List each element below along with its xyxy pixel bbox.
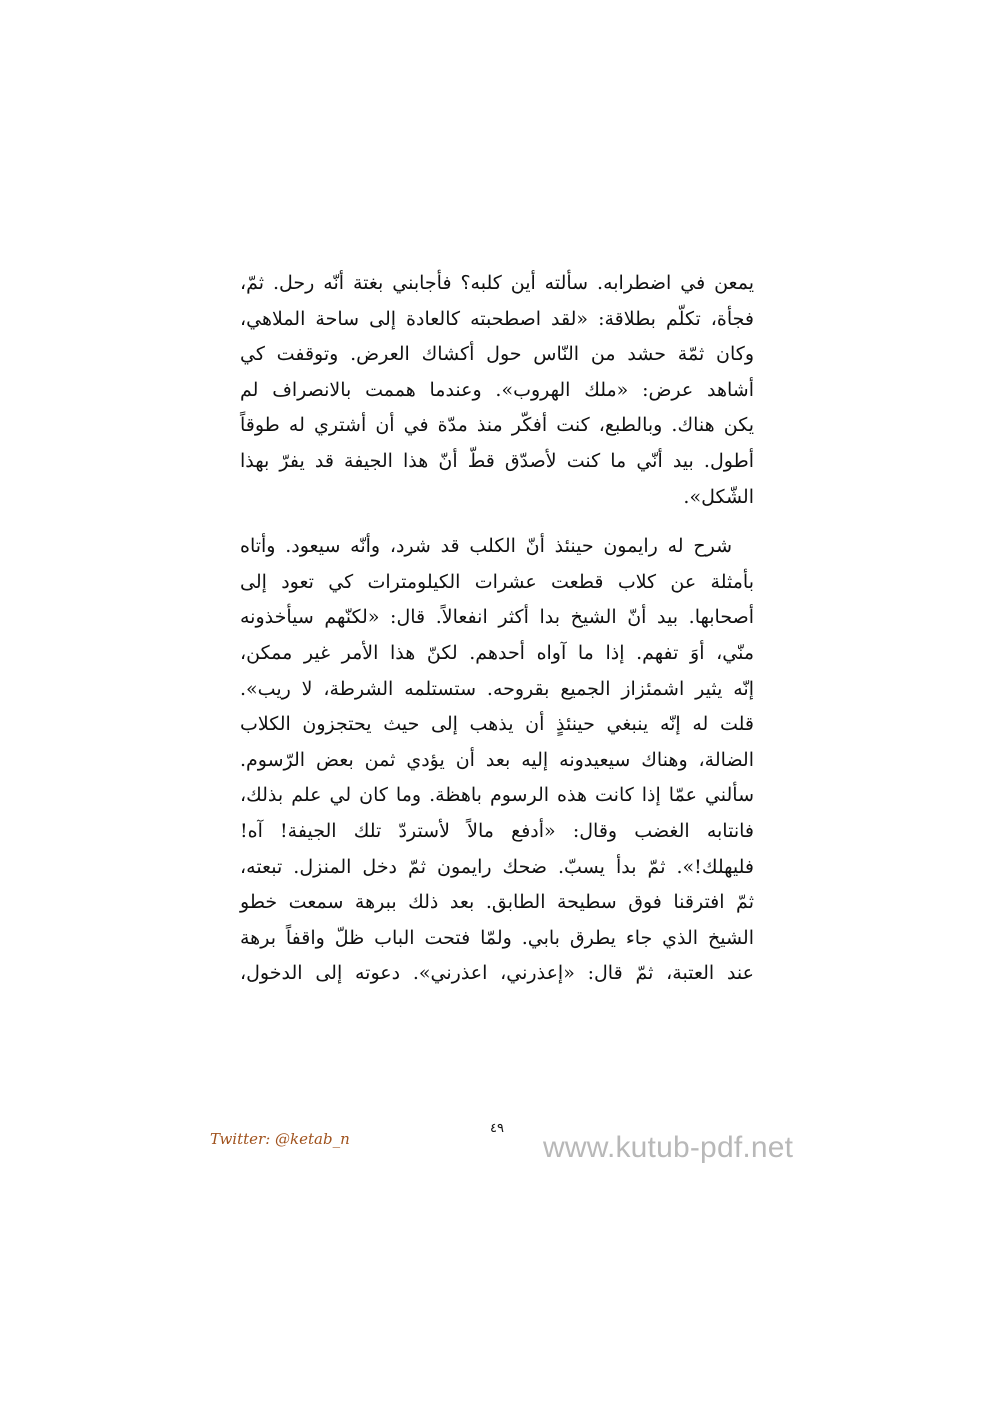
text-line: شرح له رايمون حينئذ أنّ الكلب قد شرد، وأنّه سيعود. وأتاه bbox=[240, 535, 732, 558]
text-line: منّي، أوَ تفهم. إذا ما آواه أحدهم. لكنّ هذا الأمر غير ممكن، bbox=[240, 641, 754, 664]
text-line: سألني عمّا إذا كانت هذه الرسوم باهظة. وما كان لي علم بذلك، bbox=[240, 784, 754, 807]
text-line: إنّه يثير اشمئزاز الجميع بقروحه. ستستلمه الشرطة، لا ريب». bbox=[240, 677, 754, 700]
text-line: فانتابه الغضب وقال: «أدفع مالاً لأستردّ تلك الجيفة! آه! bbox=[240, 819, 754, 842]
body-text bbox=[240, 266, 754, 992]
text-line: قلت له إنّه ينبغي حينئذٍ أن يذهب إلى حيث يحتجزون الكلاب bbox=[240, 713, 754, 736]
text-line: أطول. بيد أنّي ما كنت لأصدّق قطّ أنّ هذا الجيفة قد يفرّ بهذا bbox=[240, 449, 754, 472]
text-line: أشاهد عرض: «ملك الهروب». وعندما هممت بالانصراف لم bbox=[240, 378, 754, 401]
text-line: عند العتبة، ثمّ قال: «إعذرني، اعذرني». دعوته إلى الدخول، bbox=[240, 962, 754, 985]
text-line: فليهلك!». ثمّ بدأ يسبّ. ضحك رايمون ثمّ دخل المنزل. تبعته، bbox=[240, 855, 754, 878]
text-line: يمعن في اضطرابه. سألته أين كلبه؟ فأجابني بغتة أنّه رحل. ثمّ، bbox=[240, 272, 754, 294]
text-line: بأمثلة عن كلاب قطعت عشرات الكيلومترات كي تعود إلى bbox=[240, 570, 754, 593]
text-line: وكان ثمّة حشد من النّاس حول أكشاك العرض. وتوقفت كي bbox=[240, 343, 754, 366]
twitter-handle: Twitter: @ketab_n bbox=[210, 1130, 350, 1148]
watermark-url: www.kutub-pdf.net bbox=[543, 1131, 794, 1164]
paragraph-2 bbox=[240, 529, 754, 992]
text-line: الشّكل». bbox=[683, 485, 754, 508]
paragraph-gap bbox=[240, 515, 754, 529]
text-line: فجأة، تكلّم بطلاقة: «لقد اصطحبته كالعادة إلى ساحة الملاهي، bbox=[240, 307, 754, 330]
text-line: الشيخ الذي جاء يطرق بابي. ولمّا فتحت الباب ظلّ واقفاً برهة bbox=[240, 926, 754, 949]
text-line: الضالة، وهناك سيعيدونه إليه بعد أن يؤدي ثمن بعض الرّسوم. bbox=[240, 748, 754, 771]
text-line: أصحابها. بيد أنّ الشيخ بدا أكثر انفعالاً. قال: «لكنّهم سيأخذونه bbox=[240, 606, 754, 629]
text-line: ثمّ افترقنا فوق سطيحة الطابق. بعد ذلك ببرهة سمعت خطو bbox=[240, 891, 754, 914]
page-number: ٤٩ bbox=[490, 1121, 504, 1136]
paragraph-1 bbox=[240, 266, 754, 515]
text-line: يكن هناك. وبالطبع، كنت أفكّر منذ مدّة في أن أشتري له طوقاً bbox=[240, 414, 754, 437]
